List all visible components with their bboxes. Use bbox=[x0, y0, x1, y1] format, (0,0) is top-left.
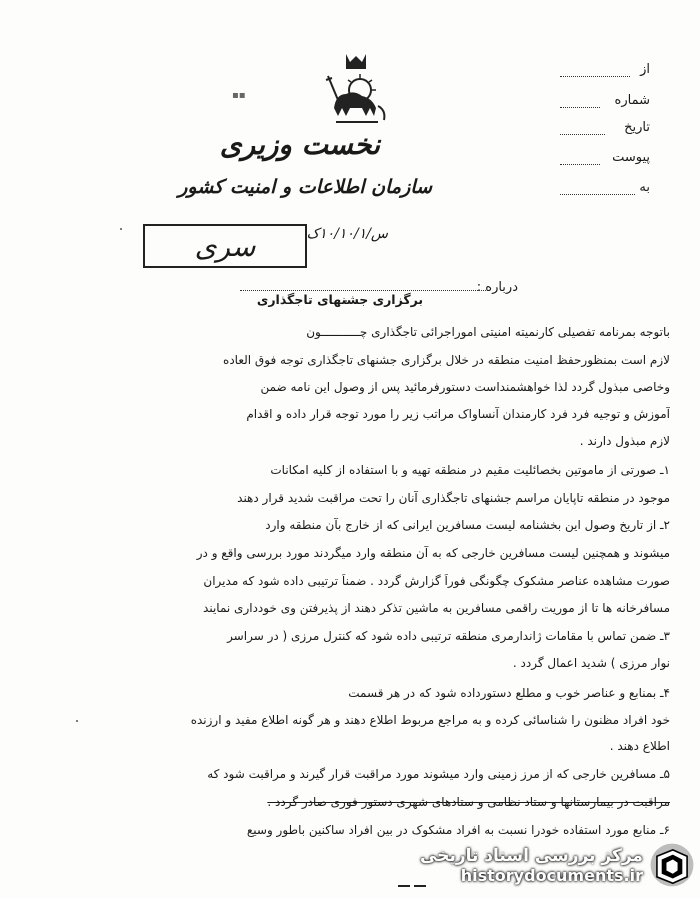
body-line: ۴ـ بمنابع و عناصر خوب و مطلع دستورداده شود که در هر قسمت bbox=[348, 686, 670, 700]
classification-stamp bbox=[143, 224, 307, 268]
header-field-label: تاریخ bbox=[624, 120, 650, 135]
ink-blot: ▪▪ bbox=[232, 90, 246, 101]
header-field-line bbox=[560, 194, 635, 195]
body-line: مراقبت در بیمارستانها و ستاد نظامی و ستادهای شهری دستور فوری صادر گردد . bbox=[267, 795, 670, 809]
header-field-label: شماره bbox=[614, 93, 650, 108]
header-field-to bbox=[560, 180, 650, 198]
header-field-line bbox=[560, 107, 600, 108]
organization-name: سازمان اطلاعات و امنیت کشور bbox=[178, 176, 432, 198]
body-line: ۲ـ از تاریخ وصول این بخشنامه لیست مسافرین ایرانی که از خارج بآن منطقه وارد bbox=[265, 518, 670, 532]
header-field-from bbox=[560, 62, 650, 80]
header-field-date bbox=[560, 120, 650, 138]
watermark-url: historydocuments.ir bbox=[460, 865, 643, 885]
header-field-label: به bbox=[639, 180, 650, 195]
department-title: نخست وزیری bbox=[219, 128, 380, 161]
body-line: وخاصی مبذول گردد لذا خواهشمنداست دستورفرمائید پس از وصول این نامه ضمن bbox=[260, 380, 670, 394]
body-line: آموزش و توجیه فرد فرد کارمندان آنساواک مراتب زیر را مورد توجه قرار داده و اقدام bbox=[246, 407, 670, 421]
body-line: ۱ـ صورتی از ماموتین بخصائلیت مقیم در منطقه تهیه و با استفاده از کلیه امکانات bbox=[270, 463, 670, 477]
body-line: لازم است بمنظورحفظ امنیت منطقه در خلال برگزاری جشنهای تاجگذاری توجه فوق العاده bbox=[223, 353, 670, 367]
reference-number: س/۱۰/۱۰/۱ک bbox=[306, 226, 388, 242]
header-field-label: پیوست bbox=[612, 150, 650, 165]
header-field-attachment bbox=[560, 150, 650, 168]
watermark-texts bbox=[420, 846, 643, 885]
body-line: موجود در منطقه تاپایان مراسم جشنهای تاجگذاری آنان را تحت مراقبت شدید قرار دهند bbox=[237, 491, 670, 505]
watermark-name: مرکز بررسی اسناد تاریخی bbox=[420, 845, 643, 866]
body-line: ۶ـ منابع مورد استفاده خودرا نسبت به افراد مشکوک در بین افراد ساکنین باطور وسیع bbox=[246, 823, 670, 837]
subject-label: درباره : bbox=[476, 280, 518, 295]
lion-and-sun-emblem-icon bbox=[316, 50, 396, 130]
body-line: لازم مبذول دارند . bbox=[579, 434, 670, 448]
body-line: ۵ـ مسافرین خارجی که از مرز زمینی وارد میشوند مورد مراقبت قرار گیرند و مراقبت شود که bbox=[207, 767, 670, 781]
subject-text: برگزاری جشنهای تاجگذاری bbox=[256, 292, 424, 307]
header-field-label: از bbox=[640, 62, 650, 77]
header-field-line bbox=[560, 134, 605, 135]
body-line: باتوجه بمرنامه تفصیلی کارنمیته امنیتی اموراجرائی تاجگذاری چـــــــــــون bbox=[306, 325, 670, 339]
body-line: میشوند و همچنین لیست مسافرین خارجی که به آن منطقه وارد میگردند مورد بررسی واقع و در bbox=[196, 546, 670, 560]
body-line: صورت مشاهده عناصر مشکوک چگونگی فوراً گزارش گردد . ضمناً ترتیبی داده شود که مدیران bbox=[203, 574, 670, 588]
body-line: ۳ـ ضمن تماس با مقامات ژاندارمری منطقه ترتیبی داده شود که کنترل مرزی ( در سراسر bbox=[227, 629, 670, 643]
header-field-line bbox=[560, 164, 600, 165]
classification-label: سری bbox=[194, 229, 256, 263]
scan-speck bbox=[120, 228, 122, 230]
watermark bbox=[420, 835, 695, 895]
body-line: اطلاع دهند . bbox=[609, 739, 670, 753]
body-line: نوار مرزی ) شدید اعمال گردد . bbox=[512, 656, 670, 670]
body-line: خود افراد مظنون را شناسائی کرده و به مراجع مربوط اطلاع دهند و هر گونه اطلاع مفید و ارزنده bbox=[190, 713, 670, 727]
body-line: مسافرخانه ها تا از موریت راقمی مسافرین به ماشین تذکر دهند از پذیرفتن وی خودداری نمایند bbox=[203, 601, 670, 615]
subject-line bbox=[240, 290, 490, 291]
header-field-line bbox=[560, 76, 630, 77]
header-field-number bbox=[560, 93, 650, 111]
watermark-logo-icon bbox=[649, 836, 695, 894]
